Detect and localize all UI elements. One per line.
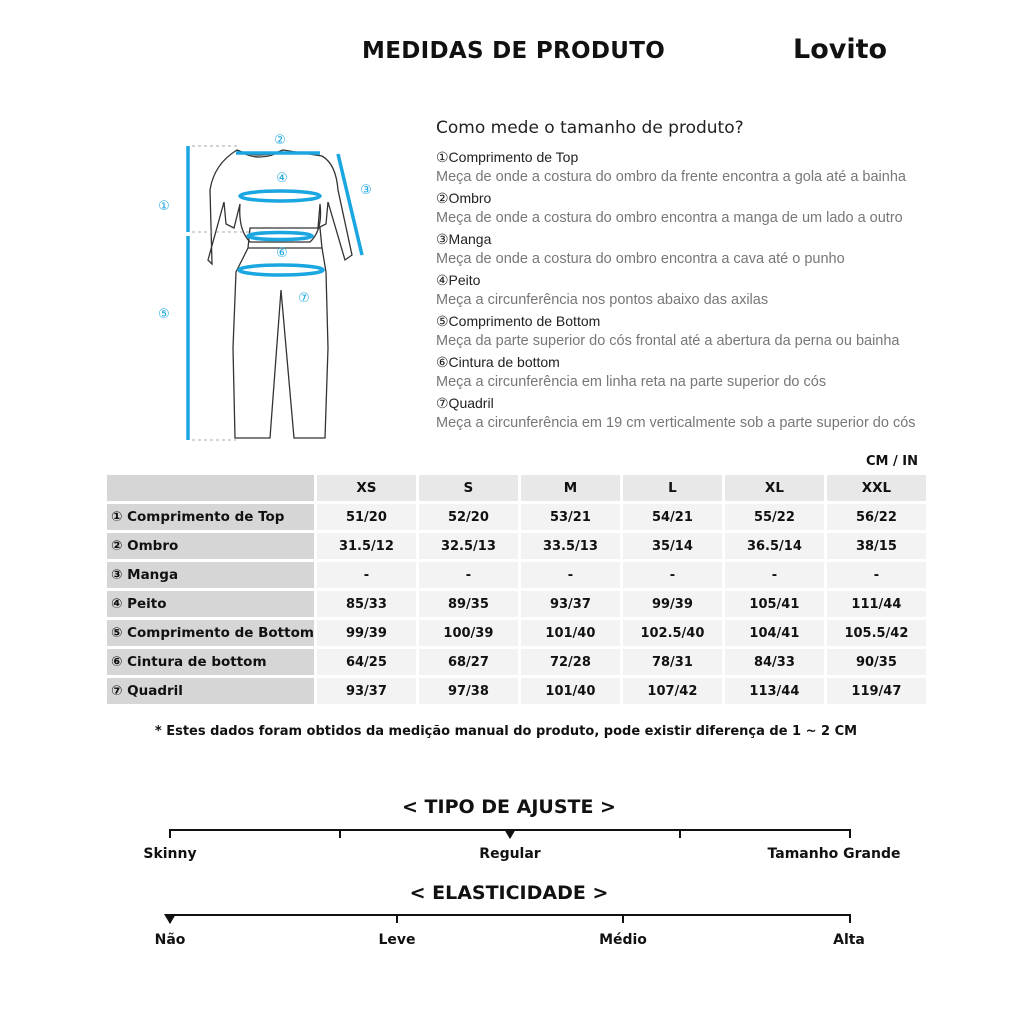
table-cell: 101/40 xyxy=(521,620,620,646)
elasticity-label-light: Leve xyxy=(378,932,416,948)
size-header: M xyxy=(521,475,620,501)
table-cell: 35/14 xyxy=(623,533,722,559)
table-cell: 104/41 xyxy=(725,620,824,646)
table-row xyxy=(107,504,926,530)
table-cell: 99/39 xyxy=(623,591,722,617)
measurement-instructions xyxy=(436,118,996,434)
instruction-name: ④Peito xyxy=(436,272,481,288)
marker-3: ③ xyxy=(360,183,372,198)
table-cell: 54/21 xyxy=(623,504,722,530)
instruction-item xyxy=(436,352,996,393)
table-cell: 33.5/13 xyxy=(521,533,620,559)
row-label: ⑥ Cintura de bottom xyxy=(107,649,314,675)
row-label: ③ Manga xyxy=(107,562,314,588)
table-cell: 107/42 xyxy=(623,678,722,704)
instruction-desc: Meça de onde a costura do ombro encontra a cava até o punho xyxy=(436,251,845,267)
table-cell: 97/38 xyxy=(419,678,518,704)
elasticity-indicator-icon xyxy=(164,914,176,924)
size-header-row xyxy=(107,475,926,501)
table-cell: 36.5/14 xyxy=(725,533,824,559)
table-row xyxy=(107,649,926,675)
size-header: L xyxy=(623,475,722,501)
instruction-item xyxy=(436,229,996,270)
marker-5: ⑤ xyxy=(158,307,170,322)
instruction-name: ②Ombro xyxy=(436,190,492,206)
fit-tick xyxy=(679,829,681,838)
instruction-item xyxy=(436,393,996,434)
marker-4: ④ xyxy=(276,171,288,186)
instructions-heading: Como mede o tamanho de produto? xyxy=(436,118,744,138)
table-cell: 100/39 xyxy=(419,620,518,646)
unit-label: CM / IN xyxy=(866,454,918,469)
size-header: XL xyxy=(725,475,824,501)
garment-diagram xyxy=(140,120,390,455)
fit-tick xyxy=(169,829,171,838)
table-cell: 38/15 xyxy=(827,533,926,559)
instruction-name: ⑤Comprimento de Bottom xyxy=(436,313,601,329)
table-cell: - xyxy=(827,562,926,588)
measurement-note: * Estes dados foram obtidos da medição manual do produto, pode existir diferença de 1 ~ 2 CM xyxy=(154,724,858,739)
elasticity-tick xyxy=(396,914,398,923)
table-cell: 53/21 xyxy=(521,504,620,530)
page-title: MEDIDAS DE PRODUTO xyxy=(362,38,666,64)
marker-1: ① xyxy=(158,199,170,214)
table-cell: 93/37 xyxy=(521,591,620,617)
marker-7: ⑦ xyxy=(298,291,310,306)
table-cell: - xyxy=(419,562,518,588)
table-row xyxy=(107,591,926,617)
instruction-desc: Meça de onde a costura do ombro encontra a manga de um lado a outro xyxy=(436,210,903,226)
measure-guides xyxy=(188,146,362,440)
table-cell: - xyxy=(521,562,620,588)
table-cell: 101/40 xyxy=(521,678,620,704)
row-label: ⑦ Quadril xyxy=(107,678,314,704)
table-cell: 105.5/42 xyxy=(827,620,926,646)
table-cell: 119/47 xyxy=(827,678,926,704)
table-cell: 85/33 xyxy=(317,591,416,617)
table-cell: 93/37 xyxy=(317,678,416,704)
fit-tick xyxy=(339,829,341,838)
table-cell: - xyxy=(623,562,722,588)
table-row xyxy=(107,562,926,588)
elasticity-label-medium: Médio xyxy=(599,932,647,948)
table-row xyxy=(107,533,926,559)
elasticity-tick xyxy=(622,914,624,923)
table-cell: 90/35 xyxy=(827,649,926,675)
size-header: XXL xyxy=(827,475,926,501)
table-cell: 84/33 xyxy=(725,649,824,675)
instruction-desc: Meça de onde a costura do ombro da frente encontra a gola até a bainha xyxy=(436,169,906,185)
instruction-item xyxy=(436,311,996,352)
fit-indicator-icon xyxy=(504,829,516,839)
instruction-name: ③Manga xyxy=(436,231,492,247)
row-label: ① Comprimento de Top xyxy=(107,504,314,530)
table-cell: 113/44 xyxy=(725,678,824,704)
fit-label-skinny: Skinny xyxy=(143,846,197,862)
instruction-name: ①Comprimento de Top xyxy=(436,149,579,165)
instruction-item xyxy=(436,270,996,311)
brand-logo: Lovito xyxy=(793,34,888,65)
row-label: ⑤ Comprimento de Bottom xyxy=(107,620,314,646)
table-cell: 51/20 xyxy=(317,504,416,530)
row-label: ④ Peito xyxy=(107,591,314,617)
table-row xyxy=(107,678,926,704)
elasticity-title: < ELASTICIDADE > xyxy=(409,882,609,904)
table-cell: 72/28 xyxy=(521,649,620,675)
instruction-item xyxy=(436,147,996,188)
table-cell: 99/39 xyxy=(317,620,416,646)
table-cell: 64/25 xyxy=(317,649,416,675)
instruction-desc: Meça a circunferência em 19 cm verticalmente sob a parte superior do cós xyxy=(436,415,916,431)
table-cell: 105/41 xyxy=(725,591,824,617)
marker-6: ⑥ xyxy=(276,246,288,261)
elasticity-label-none: Não xyxy=(154,932,186,948)
table-cell: 68/27 xyxy=(419,649,518,675)
instruction-desc: Meça a circunferência em linha reta na parte superior do cós xyxy=(436,374,827,390)
header-corner xyxy=(107,475,314,501)
instruction-desc: Meça da parte superior do cós frontal até a abertura da perna ou bainha xyxy=(436,333,900,349)
fit-tick xyxy=(849,829,851,838)
fit-label-large: Tamanho Grande xyxy=(767,846,901,862)
table-cell: 55/22 xyxy=(725,504,824,530)
table-cell: - xyxy=(725,562,824,588)
elasticity-label-high: Alta xyxy=(833,932,865,948)
instruction-item xyxy=(436,188,996,229)
table-cell: 31.5/12 xyxy=(317,533,416,559)
marker-2: ② xyxy=(274,133,286,148)
row-label: ② Ombro xyxy=(107,533,314,559)
table-cell: 89/35 xyxy=(419,591,518,617)
table-cell: 52/20 xyxy=(419,504,518,530)
instruction-name: ⑥Cintura de bottom xyxy=(436,354,560,370)
size-header: S xyxy=(419,475,518,501)
table-cell: 111/44 xyxy=(827,591,926,617)
table-cell: - xyxy=(317,562,416,588)
instruction-name: ⑦Quadril xyxy=(436,395,494,411)
fit-title: < TIPO DE AJUSTE > xyxy=(402,796,616,818)
elasticity-tick xyxy=(849,914,851,923)
table-row xyxy=(107,620,926,646)
fit-label-regular: Regular xyxy=(479,846,541,862)
table-cell: 78/31 xyxy=(623,649,722,675)
table-cell: 56/22 xyxy=(827,504,926,530)
table-cell: 102.5/40 xyxy=(623,620,722,646)
measure-dashes xyxy=(192,146,252,440)
garment-outline xyxy=(208,150,352,438)
size-header: XS xyxy=(317,475,416,501)
instruction-desc: Meça a circunferência nos pontos abaixo das axilas xyxy=(436,292,769,308)
table-cell: 32.5/13 xyxy=(419,533,518,559)
elasticity-scale-line xyxy=(170,914,850,916)
size-table xyxy=(104,472,929,707)
